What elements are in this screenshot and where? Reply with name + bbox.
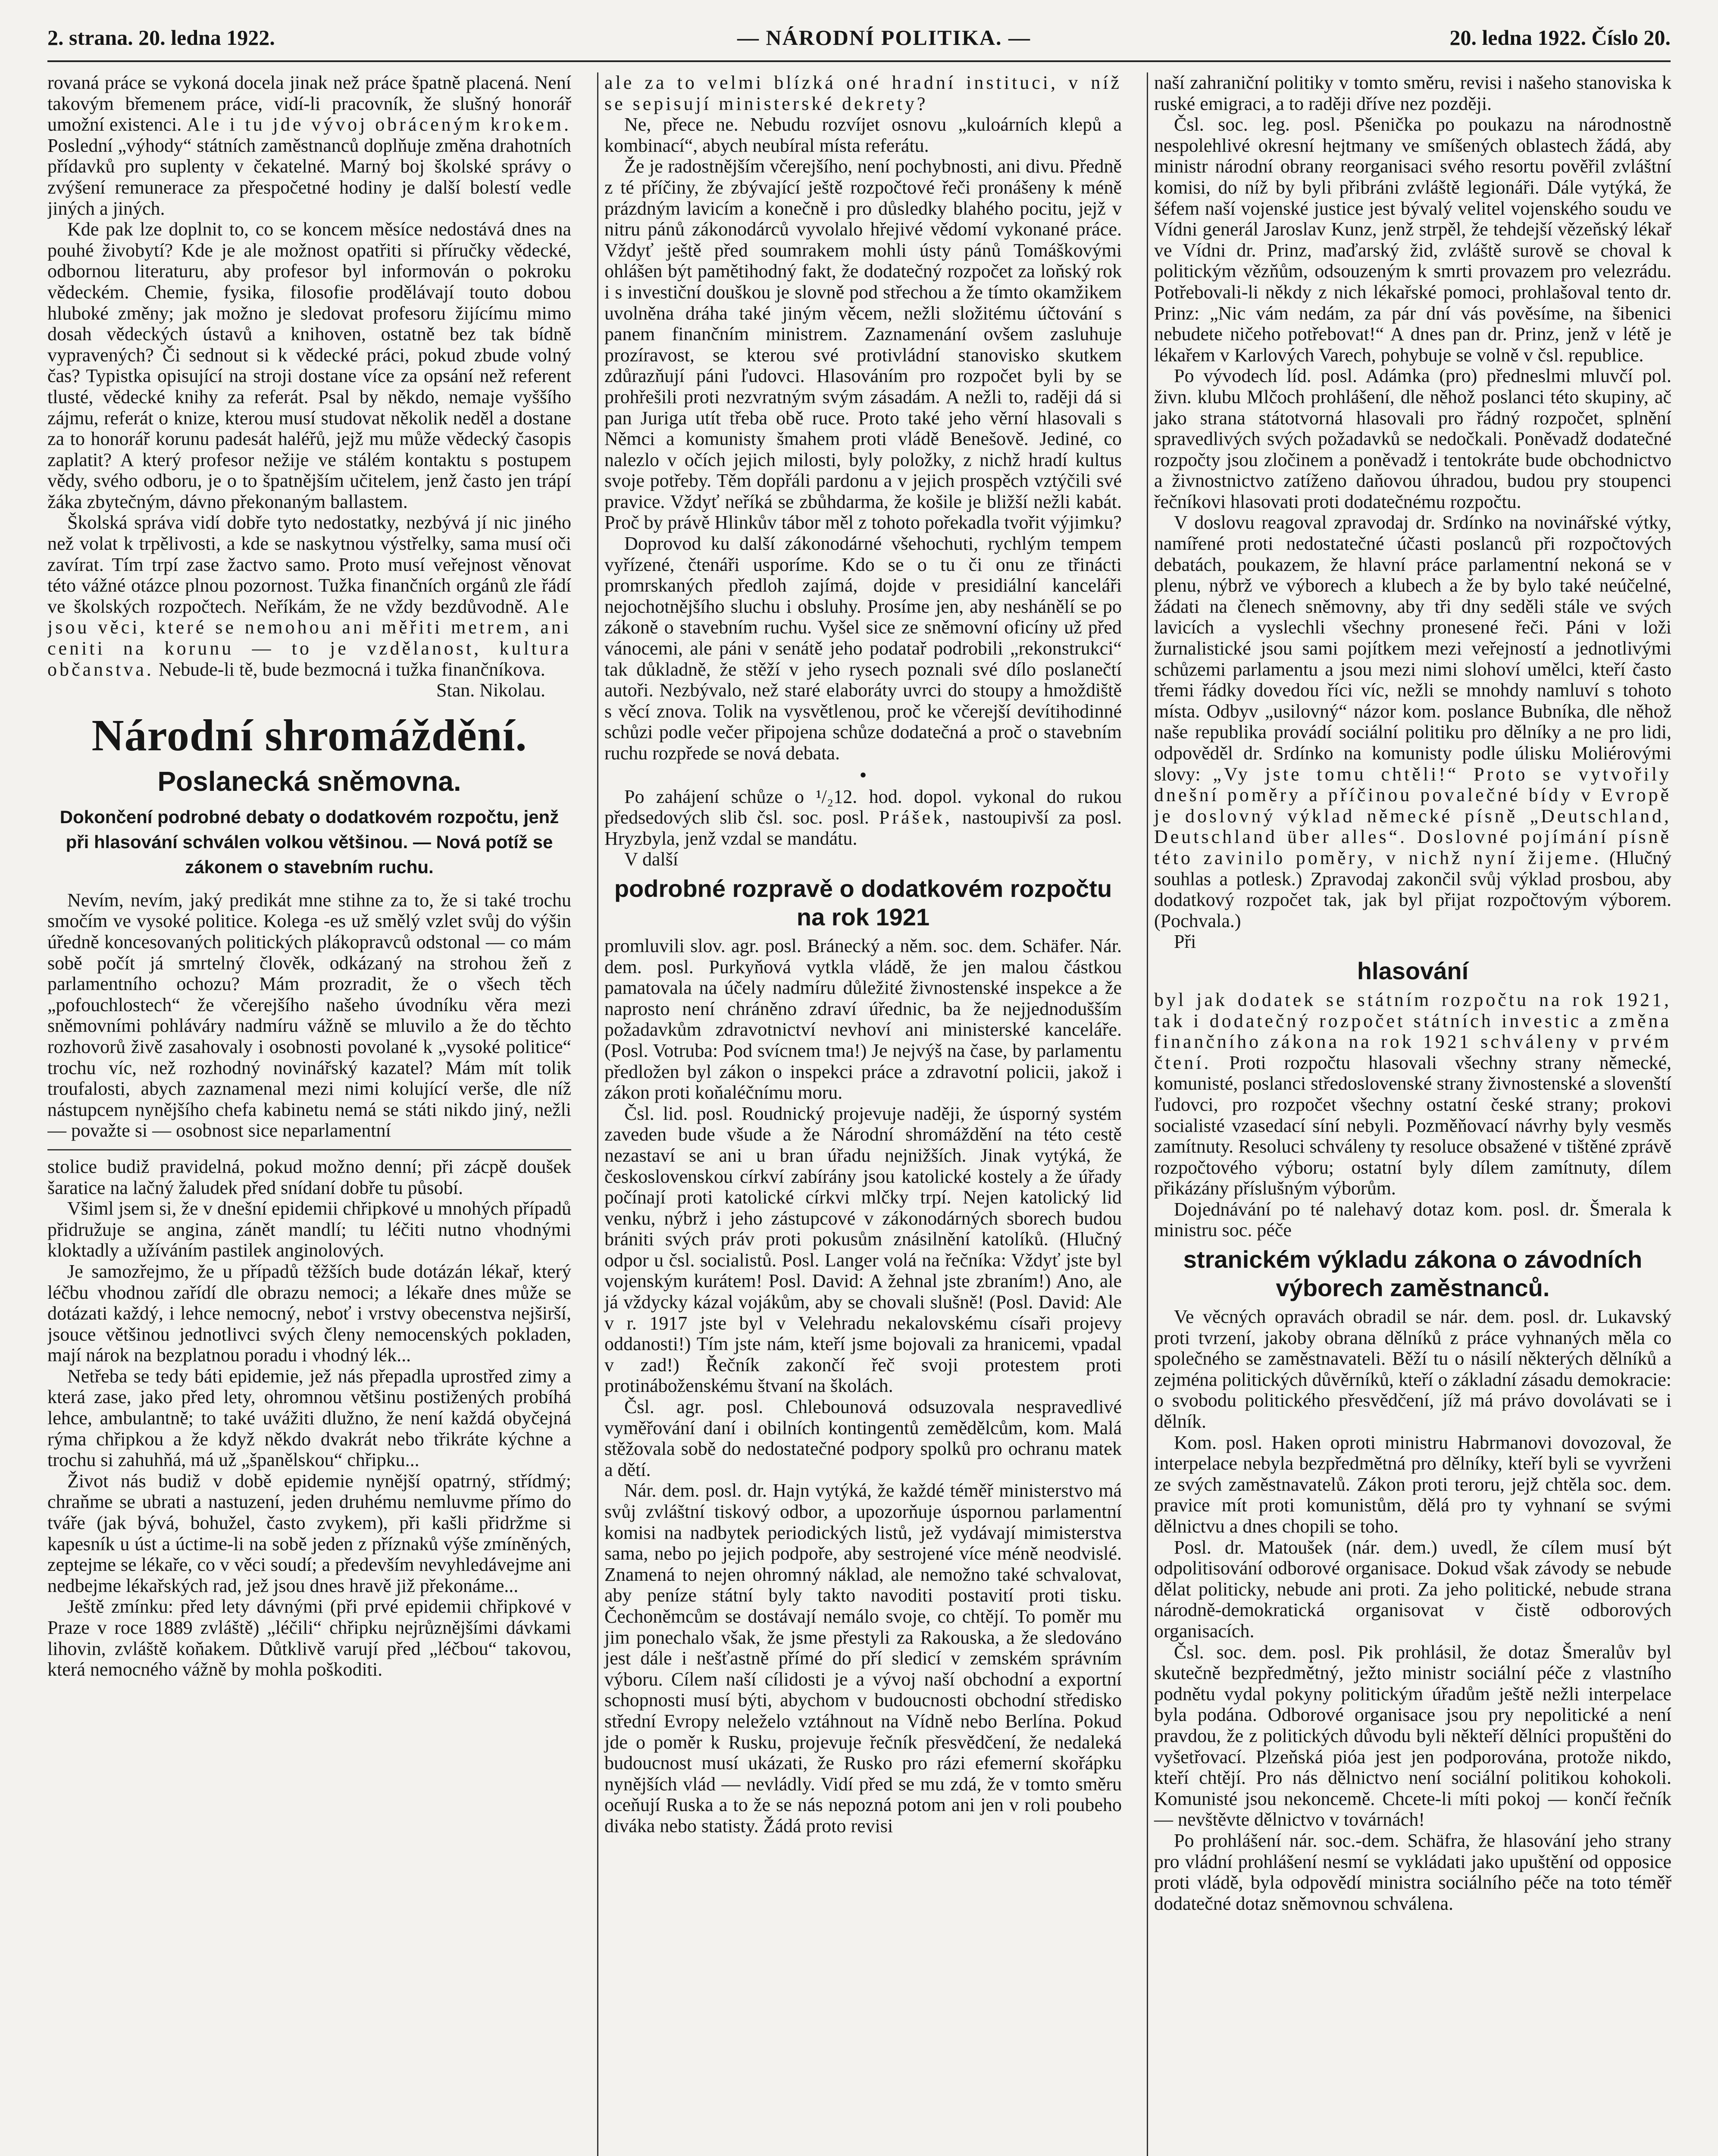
col2-paragraph (604, 787, 1122, 849)
subsection-heading: hlasování (1357, 957, 1469, 984)
subsection-heading: podrobné rozpravě o dodatkovém rozpočtu na rok 1921 (614, 874, 1112, 931)
text-spaced: Ale jsou věci, které se nemohou ani měřiti metrem, ani ceniti na korunu — to je vzdělanost, kultura občanstva. (47, 595, 571, 680)
subsection-heading: stranickém výkladu zákona o závodních výborech zaměstnanců. (1183, 1246, 1643, 1302)
col2-paragraph: promluvili slov. agr. posl. Bránecký a něm. soc. dem. Schäfer. Nár. dem. posl. Purkyňová vytkla vládě, že jen malou částkou pamatovala na účely nadmíru důležité živnostenské inspekce a že naprosto není chráněno zdraví úřednic, ba že nejjednodušším požadavkům zdravotnictví nevhoví ani ministerské kanceláře. (Posl. Votruba: Pod svícnem tma!) Je nejvýš na čase, by parlamentu předložen byl zákon o inspekci práce a zdravotní policii, jakož i zákon proti koňaléčnímu moru. (604, 935, 1122, 1103)
col3-paragraph: Dojednávání po té nalehavý dotaz kom. posl. dr. Šmerala k ministru soc. péče (1154, 1198, 1671, 1241)
column-1 (47, 72, 571, 2156)
text-spaced: byl jak dodatek se státním rozpočtu na rok 1921, tak i dodatečný rozpočet státních investic a změna finančního zákona na rok 1921 schváleny v prvém čtení. (1154, 989, 1671, 1073)
col1-paragraph: stolice budiž pravidelná, pokud možno denní; při zácpě doušek šaratice na lačný žaludek před snídaní dobře tu působí. (47, 1156, 571, 1198)
col3-paragraph (1154, 990, 1671, 1199)
col2-paragraph: Doprovod ku další zákonodárné všehochuti, rychlým tempem vyřízené, čtenáři usporíme. Kdo se o tu či onu ze třinácti promrskaných předloh zajímá, dojde v presidiální kanceláři nejochotnějšího sluchu i obsluhy. Prosíme jen, aby neshánělí se po zákoně o stavebním ruchu. Vyšel sice ze sněmovní oficíny už před vánocemi, ale páni v senátě jeho podatař podrobili „rekonstrukci“ tak důkladně, že stěží v jeho rysech poznali své dílo poslanečtí autoři. Nezbývalo, než staré elaboráty uvrci do stoupy a hmoždiště s věcí znova. Tolik na vysvětlenou, proč ke včerejší devítihodinné schůzi podle večer připojena schůze dodatečná a proč o stavebním ruchu rozpřede se nová debata. (604, 533, 1122, 764)
author-signature: Stan. Nikolau. (436, 680, 545, 701)
column-2 (597, 72, 1122, 2156)
text: rovaná práce se vykoná docela jinak než práce špatně placená. Není takovým břemenem práce, vidí-li pracovník, že slušný honorář umožní existenci. (47, 72, 571, 135)
column-3 (1147, 72, 1671, 2156)
text: Nebude-li tě, bude bezmocná i tužka finančníkova. (158, 658, 545, 680)
col2-paragraph: Že je radostnějším včerejšího, není pochybnosti, ani divu. Předně z té příčiny, že zbývající ještě rozpočtové řeči pronášeny k méně prázdným lavicím a konečně i pro důsledky blahého pocitu, jejž v nitru pánů zákonodárců vyvolalo hřejivé vědomí vykonané práce. Vždyť ještě před soumrakem mohli ústy pánů Tomáškovými ohlášen být pamětihodný fakt, že dodatečný rozpočet za loňský rok i s investiční douškou je slovně pod střechou a že tímto okamžikem uvolněna dráha také jiným věcem, nežli složitému účtování s panem finančním ministrem. Zaznamenání ovšem zasluhuje prozíravost, se kterou své protivládní stanovisko skutkem zdůrazňují páni ľudovci. Hlasováním pro rozpočet byli by se prohřešili proti nezvratným svým zásadám. A nežli to, raději dá si pan Juriga utít třeba obě ruce. Proto také jeho věrní hlasovali s Němci a komunisty šmahem proti vládě Benešově. Jediné, co nalezlo v očích jejich milosti, byly položky, z nichž hradí kultus svoje potřeby. Těm dopřáli pardonu a v jejich prospěch vztýčili své pravice. Vždyť neříká se zbůhdarma, že košile je bližší nežli kabát. Proč by právě Hlinkův tábor měl z tohoto pořekadla tvořit výjimku? (604, 156, 1122, 533)
header-date-left: 2. strana. 20. ledna 1922. (47, 25, 275, 50)
header-rule (47, 60, 1671, 62)
col1-paragraph: Ještě zmínku: před lety dávnými (při prvé epidemii chřipkové v Praze v roce 1889 zvláště) „léčili“ chřipku nejrůznějšími dávkami lihovin, zvláště koňakem. Důtklivě varují před „léčbou“ takovou, která nemocného vážně by mohla poškoditi. (47, 1596, 571, 1680)
text: Proti rozpočtu hlasovali všechny strany německé, komunisté, poslanci středoslovenské strany živnostenské a slovenští ľudovci, pro rozpočet všechny ostatní české strany; prokovi socialisté vzasedací síní nebyli. Pozměňovací návrhy byly vesměs zamítnuty. Resoluci schváleny ty resoluce obsažené v tištěné zprávě rozpočtového výboru; ostatní byly dílem zamítnuty, dílem přikázány příslušným výborům. (1154, 1052, 1671, 1199)
col2-paragraph: Ne, přece ne. Nebudu rozvíjet osnovu „kuloárních klepů a kombinací“, abych neubíral místa referátu. (604, 114, 1122, 156)
text: Školská správa vidí dobře tyto nedostatky, nezbývá jí nic jiného než volat k trpělivosti, a kde se naskytnou výstřelky, sama musí oči zavírat. Tím trpí zase žactvo samo. Proto musí veřejnost věnovat této vážné otázce plnou pozornost. Tužka finančních orgánů zle řádí ve školských rozpočtech. Neříkám, že ne vždy bezdůvodně. (47, 512, 571, 617)
col3-paragraph: naší zahraniční politiky v tomto směru, revisi i našeho stanoviska k ruské emigraci, a to raději dříve nez později. (1154, 72, 1671, 114)
col2-paragraph: Čsl. agr. posl. Chlebounová odsuzovala nespravedlivé vyměřování daní i obilních kontingentů zemědělcům, kom. Malá stěžovala sobě do nedostatečné podpory spolků pro ochranu matek a dětí. (604, 1396, 1122, 1480)
col3-paragraph: Čsl. soc. leg. posl. Pšenička po poukazu na národnostně nespolehlivé okresní hejtmany ve smíšených oblastech žádá, aby ministr národní obrany reorganisaci svého resortu pověřil zvláštní komisi, do níž by byli přibráni zvláště legionáři. Dále vytýká, že šéfem naší vojenské justice jest bývalý velitel vojenského soudu ve Vídni generál Jaroslav Kunz, jenž strpěl, že tehdejší vězeňský lékař ve Vídni dr. Prinz, maďarský žid, zvláště surově se choval k politickým vězňům, odsouzeným k smrti provazem pro velezrádu. Potřebovali-li někdy z nich lékařské pomoci, prohlašoval tento dr. Prinz: „Nic vám nedám, za pár dní vás pověsíme, na šibenici nebudete ničeho potřebovat!“ A dnes pan dr. Prinz, jenž v létě je lékařem v Karlových Varech, pohybuje se volně v čsl. republice. (1154, 114, 1671, 366)
col1-paragraph (47, 72, 571, 219)
col3-paragraph: Po vývodech líd. posl. Adámka (pro) předneslmi mluvčí pol. živn. klubu Mlčoch prohlášení, dle něhož poslanci této skupiny, ač jako strana státotvorná hlasovali pro řádný rozpočet, splnění spravedlivých svých požadavků se nedočkali. Poněvadž dodatečné rozpočty jsou zločinem a poněvadž i tentokráte bude obchodnictvo a živnostnictvo zatíženo daňovou úhradou, budou pry stoupenci řečníkovi hlasovati proti dodatečnému rozpočtu. (1154, 365, 1671, 512)
col1-paragraph: Kde pak lze doplnit to, co se koncem měsíce nedostává dnes na pouhé živobytí? Kde je ale možnost opatřiti si příručky vědecké, odbornou literaturu, aby profesor byl informován o pokroku vědeckém. Chemie, fysika, filosofie prodělávají touto dobou hluboké změny; jak možno je sledovat profesoru žijícímu mimo dosah vědeckých ústavů a knihoven, ostatně bez tak bídně vypravených? Či sednout si k vědecké práci, pokud zbude volný čas? Typistka opisující na stroji dostane více za opsání než referent tlusté, vědecké knihy za referát. Psal by někdo, nemaje vyššího zájmu, referát o knize, kterou musí studovat několik neděl a dostane za to honorář korunu padesát haléřů, jejž mu může vědecký časopis zaplatit? A který profesor nežije ve stálém kontaktu s postupem vědy, svého odboru, je o to špatnějším učitelem, jenž často jen trápí žáka zbytečným, dávno překonaným ballastem. (47, 219, 571, 512)
col3-paragraph (1154, 512, 1671, 931)
text: Poslední „výhody“ státních zaměstnanců doplňuje změna drahotních přídavků pro suplenty v čekatelné. Marný boj školské správy o zvýšení remunerace za přespočetné hodiny je další bolestí vedle jiných a jiných. (47, 135, 571, 219)
col1-paragraph: Netřeba se tedy báti epidemie, jež nás přepadla uprostřed zimy a která zase, jako před lety, ohromnou většinu postižených probíhá lehce, ambulantně; to také uvážiti dlužno, že není každá obyčejná rýma chřipkou a že když někdo dvakrát nebo třikráte kýchne a trochu si zahuhňá, má už „španělskou“ chřipku... (47, 1365, 571, 1471)
separator-dot: • (859, 763, 867, 787)
col2-paragraph: V další (624, 849, 679, 870)
col3-paragraph: Kom. posl. Haken oproti ministru Habrmanovi dovozoval, že interpelace nebyla bezpředmětná pro dělníky, kteří byli se vyvrženi ze svých zaměstnavatelů. Zákon proti teroru, jejž chtěla soc. dem. pravice mít proti komunistům, dělá pro ty vyhnaní se svými dělnictvu a dnes chopili se toho. (1154, 1432, 1671, 1537)
text-spaced: „Vy jste tomu chtěli!“ Proto se vytvořily dnešní poměry a příčinou povalečné bídy v Evropě je doslovný výklad německé písně „Deutschland, Deutschland über alles“. Doslovné pojímání písně této zavinilo poměry, v nichž nyní žijeme. (1154, 763, 1671, 868)
text: (Hlučný souhlas a potlesk.) Zpravodaj zakončil svůj výklad prosbou, aby dodatkový rozpočet tak, jak byl přijat rozpočtovým výborem. (Pochvala.) (1154, 847, 1671, 931)
col3-paragraph: Čsl. soc. dem. posl. Pik prohlásil, že dotaz Šmeralův byl skutečně bezpředmětný, ježto ministr sociální péče z vlastního podnětu vydal pokyny politickým úřadům ještě nežli interpelace byla podána. Odborové organisace jsou pry nepolitické a není pravdou, že z politických důvodu byli někteří dělníci propuštěni do vyšetřovací. Plzeňská pióa jest jen podporována, protože nikdo, kteří chtějí. Pro nás dělnictvo není sociální politikou kohokoli. Komunisté jsou nekoncemě. Chcete-li míti pokoj — končí řečník — nevštěvte dělnictvo v továrnách! (1154, 1641, 1671, 1830)
col1-paragraph: Všiml jsem si, že v dnešní epidemii chřipkové u mnohých případů přidružuje se angina, zánět mandlí; tu léčiti nutno vhodnými kloktadly a užíváním pastilek anginolových. (47, 1198, 571, 1261)
header-masthead: — NÁRODNÍ POLITIKA. — (737, 25, 1031, 50)
col3-paragraph: Po prohlášení nár. soc.-dem. Schäfra, že hlasování jeho strany pro vládní prohlášení nesmí se vykládati jako upuštění od opposice proti vládě, byla odpovědí ministra sociálního péče na toto téměř dodatečné dotaz sněmovnou schválena. (1154, 1830, 1671, 1914)
col3-paragraph: Ve věcných opravách obradil se nár. dem. posl. dr. Lukavský proti tvrzení, jakoby obrana dělníků z práce vyhnaných měla co společného se zaměstnavateli. Běží tu o násilí některých dělníků a zejména politických důvěrníků, kteří o základní zásadu demokracie: o svobodu politického přesvědčení, jíž má právo dovolávati se i dělník. (1154, 1306, 1671, 1432)
col1-paragraph: Život nás budiž v době epidemie nynější opatrný, střídmý; chraňme se ubrati a nastuzení, jeden druhému nemluvme přímo do tváře (jak bývá, bohužel, často zvykem), při kašli přidržme si kapesník u úst a úctime-li na sobě jeden z příznaků výše zmíněných, zeptejme se lékaře, co v věci soudí; a především nevyhledávejme ani nedbejme lékařských rad, jež jsou dnes hravě již překonáme... (47, 1470, 571, 1596)
col1-paragraph: Je samozřejmo, že u případů těžších bude dotázán lékař, který léčbu vhodnou zařídí dle obrazu nemoci; a lékaře dnes může se dotázati každý, i lehce nemocný, neboť i vrstvy obecenstva nejširší, jsouce většinou jednotlivci svých členy nemocenských pokladen, mají nárok na bezplatnou poradu i vhodný lék... (47, 1260, 571, 1366)
divider (47, 1149, 571, 1150)
col2-paragraph: ale za to velmi blízká oné hradní instituci, v níž se sepisují ministerské dekrety? (604, 72, 1122, 114)
text: nastoupivší za posl. Hryzbyla, jenž vzdal se mandátu. (604, 807, 1122, 849)
section-title: Národní shromáždění. (91, 710, 527, 760)
section-subtitle: Poslanecká sněmovna. (157, 765, 461, 797)
col1-paragraph (47, 512, 571, 680)
col1-paragraph: Nevím, nevím, jaký predikát mne stihne za to, že si také trochu smočím ve vysoké politice. Kolega -es už smělý vzlet svůj do výšin úředně koncesovaných politických plákopravců odstonal — co mám sobě počít já smrtelný člověk, odkázaný na strohou žeň z parlamentního ochozu? Mám prozradit, že o všech těch „pofouchlostech“ že včerejšího našeho úvodníku věra mezi sněmovními pohláváry nadmíru vážně se mluvilo a že do těchto rozhovorů živě zasahovaly i osobnosti povolané k „vysoké politice“ trochu víc, než rozhodný novinářský kazatel? Mám mít tolik troufalosti, abych zaznamenal mezi nimi kolující verše, dle níž nástupcem nynějšího chefa kabinetu nemá se státi nikdo jiný, nežli — považte si — osobnost sice neparlamentní (47, 889, 571, 1141)
text-spaced: Prášek, (879, 807, 953, 828)
text: Po zahájení schůze o ¹/₂12. hod. dopol. vykonal do rukou předsedových slib čsl. soc. posl. (604, 786, 1122, 828)
col3-paragraph: Při (1174, 931, 1196, 953)
col2-paragraph: Nár. dem. posl. dr. Hajn vytýká, že každé téměř ministerstvo má svůj zvláštní tiskový odbor, a upozorňuje úspornou parlamentní komisi na nadbytek periodických listů, jež vydávají mimisterstva sama, nebo po jejich podpoře, aby sestrojené více méně neodvislé. Znamená to nejen ohromný náklad, ale nemožno také schvalovat, aby peníze státní byly takto navoditi postavití proti tisku. Čechoněmcům se dostávají nemálo svoje, co chtějí. To poměr mu jim ponechalo však, že jsme přestyli za Rakouska, a že sledováno jest dále i nešťastně přímé do pří sledicí v zemském správním výboru. Cílem naší cílidosti je a vývoj naší obchodní a exportní schopnosti musí býti, abychom v budoucnosti obchodní středisko střední Evropy neleželo vztáhnout na Vídně nebo Berlína. Pokud jde o poměr k Rusku, projevuje řečník přesvědčení, že nedaleká budoucnost musí ukázati, že Rusko pro rázi efemerní skořápku nynějších vlád — nevládly. Vidí před se mu zdá, že v tomto směru oceňují Ruska a to že se nás nepozná potom ani jen v roli poubeho diváka nebo statisty. Žádá proto revisi (604, 1480, 1122, 1836)
section-lead: Dokončení podrobné debaty o dodatkovém rozpočtu, jenž při hlasování schválen volkou většinou. — Nová potíž se zákonem o stavebním ruchu. (59, 806, 559, 877)
text-spaced: Ale i tu jde vývoj obráceným krokem. (187, 114, 571, 135)
page-header (47, 25, 1671, 55)
text: V doslovu reagoval zpravodaj dr. Srdínko na novinářské výtky, namířené proti nedostatečné účasti poslanců při rozpočtových debatách, poukazem, že hlavní práce parlamentní nekoná se v plenu, nýbrž ve výborech a klubech a že by bylo také neúčelné, žádati na členech sněmovny, aby tři dny seděli stále ve svých lavicích a vyslechli všechny pronesené řeči. Páni v loži žurnalistické jsou sami pojítkem mezi veřejností a jednotlivými schůzemi parlamentu a jsou mezi nimi slohoví umělci, kteří často třemi řádky dovedou říci víc, nežli se mnohdy namluví s tohoto místa. Odbyv „usilovný“ názor kom. poslance Bubníka, dle něhož naše republika provádí sociální politiku pro dělníky a ne pro lidi, odpověděl dr. Srdínko na komunisty podle úlisku Moliérovými slovy: (1154, 512, 1671, 785)
col2-paragraph: Čsl. lid. posl. Roudnický projevuje naději, že úsporný systém zaveden bude všude a že Národní shromáždění na této cestě nezastaví se ani u bran úřadu nejnižších. Jinak vytýká, že československou církví zabírány jsou katolické kostely a že úřady počínají proti katolické církvi mlčky trpí. Nejen katolický lid venku, nýbrž i jeho zástupcové v zákonodárných sborech budou brániti svých práv proti pokusům znásilnění katolíků. (Hlučný odpor u čsl. socialistů. Posl. Langer volá na řečníka: Vždyť jste byl vojenským kurátem! Posl. David: A žehnal jste zbraním!) Ano, ale já vždycky kázal vojákům, aby se chovali slušně! (Posl. David: Ale v r. 1917 jste byl v Velehradu nekalovskému císaři projevy oddanosti!) Tím jste nám, kteří jsme bojovali za hranicemi, vpadal v zad!) Řečník zakončí řeč svoji protestem proti protináboženskému štvaní na školách. (604, 1103, 1122, 1397)
header-date-right: 20. ledna 1922. Číslo 20. (1449, 25, 1671, 50)
col3-paragraph: Posl. dr. Matoušek (nár. dem.) uvedl, že cílem musí být odpolitisování odborové organisace. Dokud však závody se nebude dělat politicky, nebude ani proti. Za jeho politické, nebude strana národně-demokratická organisovat v čistě odborových organisacích. (1154, 1536, 1671, 1642)
